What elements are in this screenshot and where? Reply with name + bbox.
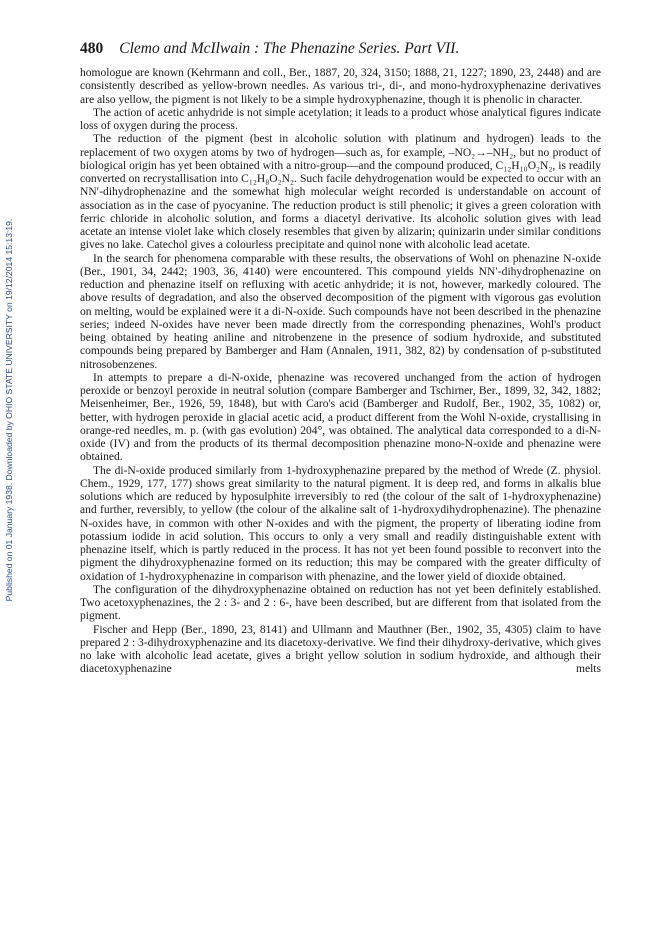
paragraph-wohl-n-oxide: In the search for phenomena comparable with these results, the observations of Wohl on phenazine N-oxide (Ber., 1901, 34, 2442; 1903, 36, 4140) were encountered. This compound yields NN′-dihydrophenazine on reduction and phenazine itself on refluxing with acetic anhydride; it is not, however, markedly coloured. The above results of degradation, and also the observed decomposition of the pigment with vigorous gas evolution on melting, would be explained were it a di-N-oxide. Such compounds have not been described in the phenazine series; indeed N-oxides have never been made directly from the corresponding phenazines, Wohl's product being obtained by heating aniline and nitrobenzene in the presence of sodium hydroxide, and substituted compounds being prepared by Bamberger and Ham (Annalen, 1911, 382, 82) by condensation of p-substituted nitrosobenzenes. bbox=[80, 252, 601, 371]
page-header bbox=[80, 40, 601, 58]
paragraph-homologues: homologue are known (Kehrmann and coll., Ber., 1887, 20, 324, 3150; 1888, 21, 1227; 1890, 23, 2448) and are consistently described as yellow-brown needles. As various tri-, di-, and mono-hydroxyphenazine derivatives are also yellow, the pigment is not likely to be a simple hydroxyphenazine, though it is phenolic in character. bbox=[80, 67, 601, 106]
page-number: 480 bbox=[80, 40, 104, 57]
paragraph-configuration: The configuration of the dihydroxyphenazine obtained on reduction has not yet been definitely established. Two acetoxyphenazines, the 2 : 3- and 2 : 6-, have been described, but are different from that isolated from the pigment. bbox=[80, 583, 601, 623]
paragraph-acetic-anhydride: The action of acetic anhydride is not simple acetylation; it leads to a product whose analytical figures indicate loss of oxygen during the process. bbox=[80, 106, 601, 132]
paragraph-hydroxyphenazine-dioxide: The di-N-oxide produced similarly from 1-hydroxyphenazine prepared by the method of Wrede (Z. physiol. Chem., 1929, 177, 177) shows great similarity to the natural pigment. It is deep red, and forms in alkalis blue solutions which are reduced by hyposulphite irreversibly to red (the colour of the salt of 1-hydroxyphenazine) and further, reversibly, to yellow (the colour of the alkaline salt of 1-hydroxydihydrophenazine). The phenazine N-oxides have, in common with other N-oxides and with the pigment, the property of liberating iodine from potassium iodide in acid solution. This occurs to only a very small and readily distinguishable extent with phenazine itself, which is partly reduced in the process. It has not yet been found possible to reconvert into the pigment the dihydroxyphenazine formed on its reduction; this may be compared with the greater difficulty of oxidation of 1-hydroxyphenazine in comparison with phenazine, and the lower yield of dioxide obtained. bbox=[80, 464, 601, 583]
running-title: Clemo and McIlwain : The Phenazine Series. Part VII. bbox=[119, 40, 460, 57]
paragraph-reduction: The reduction of the pigment (best in alcoholic solution with platinum and hydrogen) leads to the replacement of two oxygen atoms by two of hydrogen—such as, for example, –NO₂→–NH₂, but no product of biological origin has yet been obtained with a nitro-group—and the compound produced, C₁₂H₁₀O₂N₂, is readily converted on recrystallisation into C₁₂H₈O₂N₂. Such facile dehydrogenation would be expected to occur with an NN′-dihydrophenazine and the somewhat high molecular weight recorded is understandable on account of association as in the case of pyocyanine. The reduction product is still phenolic; it gives a green coloration with ferric chloride in alcoholic solution, and forms a diacetyl derivative. Its alcoholic solution gives with lead acetate an intense violet lake which closely resembles that given by alizarin; quinizarin under similar conditions gives no lake. Catechol gives a colourless precipitate and quinol none with alcoholic lead acetate. bbox=[80, 133, 601, 252]
journal-page bbox=[80, 40, 601, 677]
download-notice-text: Published on 01 January 1938. Downloaded by OHIO STATE UNIVERSITY on 19/12/2014 15:13:19. bbox=[4, 218, 14, 602]
download-notice bbox=[2, 140, 16, 680]
paragraph-di-n-oxide-attempts: In attempts to prepare a di-N-oxide, phenazine was recovered unchanged from the action of hydrogen peroxide or benzoyl peroxide in neutral solution (compare Bamberger and Tschirner, Ber., 1899, 32, 342, 1882; Meisenheimer, Ber., 1926, 59, 1848), but with Caro's acid (Bamberger and Rudolf, Ber., 1902, 35, 1082) or, better, with hydrogen peroxide in glacial acetic acid, a product different from the Wohl N-oxide, crystallising in orange-red needles, m. p. (with gas evolution) 204°, was obtained. The analytical data corresponded to a di-N-oxide (IV) and from the products of its thermal decomposition phenazine mono-N-oxide and phenazine were obtained. bbox=[80, 371, 601, 464]
article-body bbox=[80, 67, 601, 677]
paragraph-fischer-hepp: Fischer and Hepp (Ber., 1890, 23, 8141) and Ullmann and Mauthner (Ber., 1902, 35, 4305) claim to have prepared 2 : 3-dihydroxyphenazine and its diacetoxy-derivative. We find their dihydroxy-derivative, which gives no lake with alcoholic lead acetate, gives a bright yellow solution in sodium hydroxide, and although their diacetoxyphenazine melts bbox=[80, 623, 601, 676]
